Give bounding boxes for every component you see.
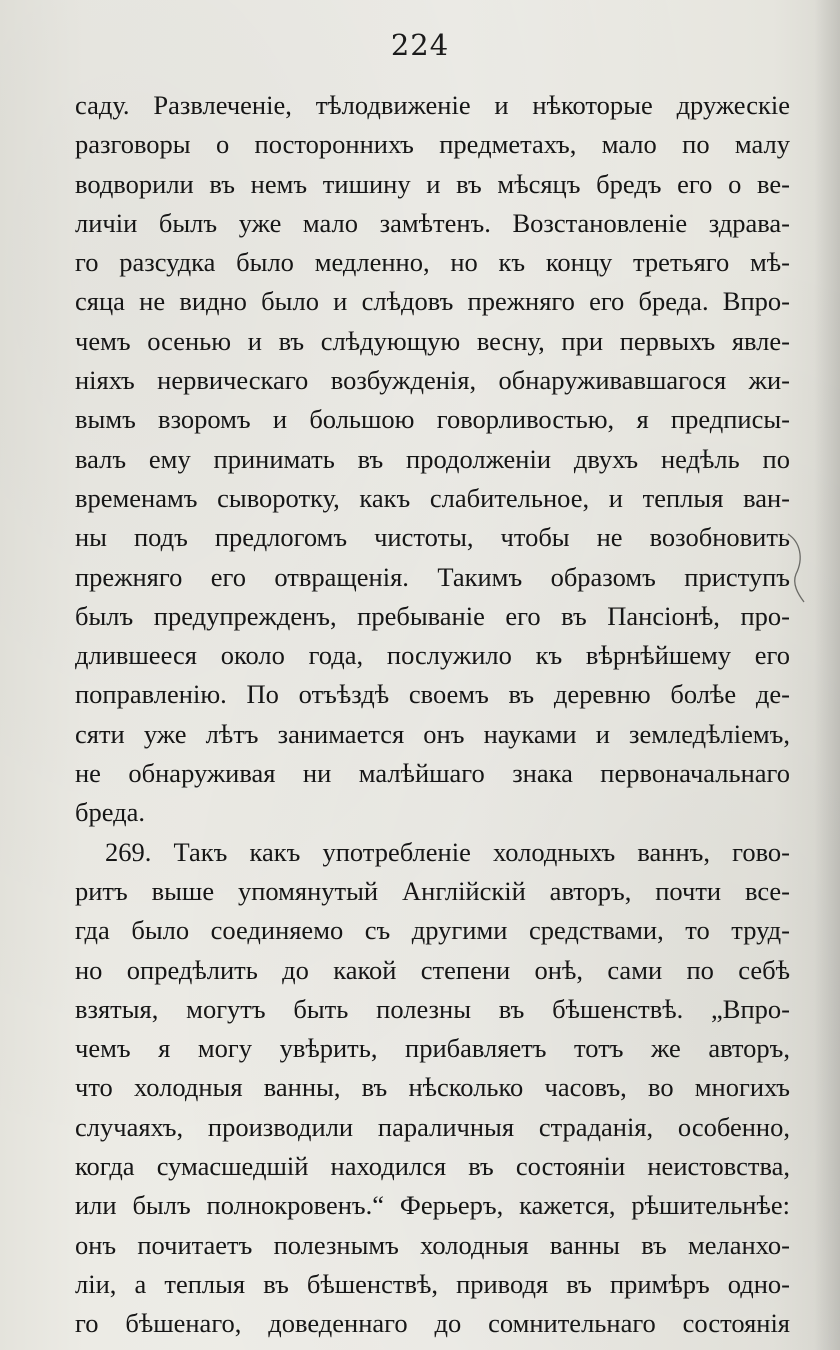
text-line: прежняго его отвращенія. Такимъ образомъ приступъ: [75, 561, 790, 592]
text-line: ны подъ предлогомъ чистоты, чтобы не возобновить: [75, 522, 790, 553]
text-line: ліи, а теплыя въ бѣшенствѣ, приводя въ примѣръ одно-: [75, 1268, 790, 1299]
page-number: 224: [390, 28, 450, 62]
text-line: длившееся около года, послужило къ вѣрнѣйшему его: [75, 640, 790, 671]
margin-pencil-mark: [784, 528, 810, 608]
text-line: что холодныя ванны, въ нѣсколько часовъ, во многихъ: [75, 1072, 790, 1103]
page-edge-shadow: [814, 0, 840, 1350]
text-line: саду. Развлеченіе, тѣлодвиженіе и нѣкоторые дружескіе: [75, 90, 790, 120]
text-line: разговоры о постороннихъ предметахъ, мало по малу: [75, 129, 790, 160]
text-line: или былъ полнокровенъ.“ Ферьеръ, кажется, рѣшительнѣе:: [75, 1190, 790, 1221]
text-line: ніяхъ нервическаго возбужденія, обнаруживавшагося жи-: [75, 365, 790, 396]
text-line: ритъ выше упомянутый Англійскій авторъ, почти все-: [75, 875, 790, 906]
text-line: водворили въ немъ тишину и въ мѣсяцъ бредъ его о ве-: [75, 168, 790, 199]
text-line: случаяхъ, производили параличныя страданія, особенно,: [75, 1111, 790, 1142]
text-line: гда было соединяемо съ другими средствами, то труд-: [75, 915, 790, 946]
text-line: былъ предупрежденъ, пребываніе его въ Пансіонѣ, про-: [75, 600, 790, 631]
text-line: 269. Такъ какъ употребленіе холодныхъ ваннъ, гово-: [105, 836, 790, 867]
text-line: но опредѣлить до какой степени онѣ, сами по себѣ: [75, 954, 790, 985]
text-line: не обнаруживая ни малѣйшаго знака первоначальнаго: [75, 758, 790, 789]
text-line: бреда.: [75, 797, 146, 828]
text-line: валъ ему принимать въ продолженіи двухъ недѣль по: [75, 443, 790, 474]
text-line: го разсудка было медленно, но къ концу третьяго мѣ-: [75, 247, 790, 278]
text-line: поправленію. По отъѣздѣ своемъ въ деревню болѣе де-: [75, 679, 790, 710]
text-line: личіи былъ уже мало замѣтенъ. Возстановленіе здрава-: [75, 207, 790, 238]
text-line: чемъ я могу увѣрить, прибавляетъ тотъ же авторъ,: [75, 1033, 790, 1064]
text-line: сяти уже лѣтъ занимается онъ науками и земледѣліемъ,: [75, 718, 790, 749]
text-line: когда сумасшедшій находился въ состояніи неистовства,: [75, 1151, 790, 1182]
text-line: взятыя, могутъ быть полезны въ бѣшенствѣ. „Впро-: [75, 993, 790, 1024]
text-line: чемъ осенью и въ слѣдующую весну, при первыхъ явле-: [75, 325, 790, 356]
body-text: [75, 86, 790, 1344]
text-line: онъ почитаетъ полезнымъ холодныя ванны въ меланхо-: [75, 1229, 790, 1260]
text-line: го бѣшенаго, доведеннаго до сомнительнаго состоянія: [75, 1308, 790, 1339]
text-line: временамъ сыворотку, какъ слабительное, и теплыя ван-: [75, 482, 790, 513]
text-line: вымъ взоромъ и большою говорливостью, я предписы-: [75, 404, 790, 435]
text-line: сяца не видно было и слѣдовъ прежняго его бреда. Впро-: [75, 286, 790, 317]
